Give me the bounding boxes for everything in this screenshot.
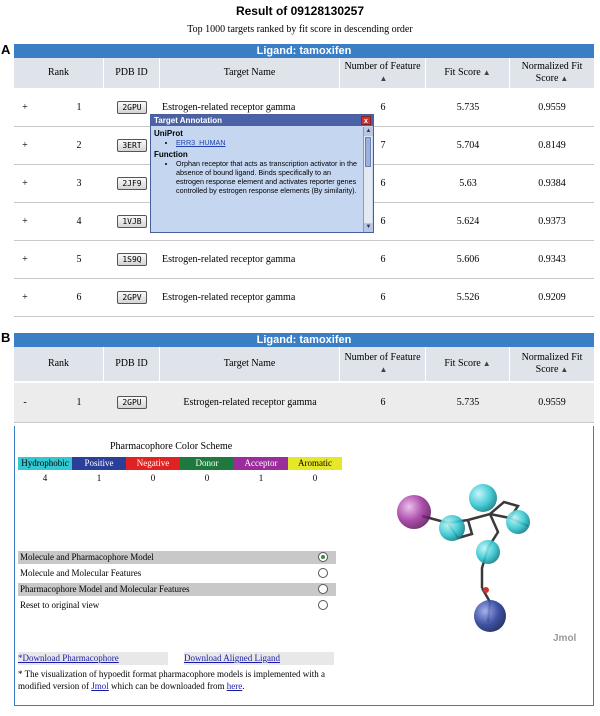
scheme-count-acceptor: 1 bbox=[258, 473, 264, 483]
scheme-count-negative: 0 bbox=[150, 473, 156, 483]
close-icon[interactable]: x bbox=[361, 116, 371, 125]
col-features-sort[interactable] bbox=[340, 347, 426, 381]
scheme-swatch-aromatic: Aromatic bbox=[288, 457, 342, 470]
scheme-swatch-hydrophobic: Hydrophobic bbox=[18, 457, 72, 470]
row-fit: 5.704 bbox=[456, 140, 480, 151]
popup-titlebar bbox=[151, 115, 373, 126]
col-norm-label: Normalized Fit Score bbox=[521, 61, 583, 84]
row-norm: 0.9559 bbox=[538, 397, 566, 408]
row-norm: 0.9209 bbox=[538, 292, 566, 303]
row-rank: 6 bbox=[76, 292, 82, 303]
sort-arrow-icon: ▲ bbox=[482, 68, 491, 77]
row-norm: 0.8149 bbox=[538, 140, 566, 151]
row-features: 6 bbox=[380, 102, 386, 113]
sort-arrow-icon: ▲ bbox=[560, 365, 569, 374]
row-rank: 3 bbox=[76, 178, 82, 189]
pdb-id-button[interactable]: 2JF9 bbox=[117, 177, 146, 190]
view-option-label: Molecule and Molecular Features bbox=[20, 568, 142, 578]
row-rank: 1 bbox=[76, 397, 82, 408]
row-target: Estrogen-related receptor gamma bbox=[183, 397, 317, 408]
row-fit: 5.735 bbox=[456, 397, 480, 408]
hydrophobic-sphere bbox=[506, 510, 530, 534]
view-option-radio[interactable] bbox=[318, 584, 328, 594]
col-target: Target Name bbox=[160, 58, 340, 88]
divider bbox=[14, 316, 594, 317]
popup-scrollbar[interactable] bbox=[363, 127, 372, 232]
col-target: Target Name bbox=[160, 347, 340, 381]
sort-arrow-icon: ▲ bbox=[482, 359, 491, 368]
view-option[interactable] bbox=[18, 599, 336, 612]
table-row bbox=[14, 383, 594, 423]
col-features-label: Number of Feature bbox=[344, 352, 421, 363]
pdb-id-button[interactable]: 2GPU bbox=[117, 101, 146, 114]
function-text: • Orphan receptor that acts as transcription activator in the absence of bound ligand. Binds specifically to an estrogen response element and activates reporter genes controlled by estrogen response elements (By similarity). bbox=[176, 159, 360, 195]
expand-toggle[interactable]: + bbox=[22, 292, 28, 303]
view-option-radio[interactable] bbox=[318, 568, 328, 578]
sort-arrow-icon: ▲ bbox=[560, 74, 569, 83]
jmol-link[interactable]: Jmol bbox=[91, 681, 109, 691]
row-rank: 4 bbox=[76, 216, 82, 227]
row-features: 6 bbox=[380, 292, 386, 303]
expand-toggle[interactable]: + bbox=[22, 178, 28, 189]
sort-arrow-icon: ▲ bbox=[379, 365, 388, 374]
row-fit: 5.606 bbox=[456, 254, 480, 265]
jmol-molecule-viewer[interactable] bbox=[340, 440, 590, 650]
panel-label-a: A bbox=[1, 42, 11, 57]
view-option-label: Pharmacophore Model and Molecular Features bbox=[20, 584, 190, 594]
scheme-swatch-acceptor: Acceptor bbox=[234, 457, 288, 470]
col-features-label: Number of Feature bbox=[344, 61, 421, 72]
row-fit: 5.526 bbox=[456, 292, 480, 303]
table-row bbox=[14, 279, 594, 317]
download-ligand-link[interactable]: Download Aligned Ligand bbox=[184, 652, 334, 665]
target-annotation-popup bbox=[150, 114, 374, 233]
row-features: 6 bbox=[380, 397, 386, 408]
pdb-id-button[interactable]: 1S9Q bbox=[117, 253, 146, 266]
col-pdb: PDB ID bbox=[104, 58, 160, 88]
view-option[interactable] bbox=[18, 583, 336, 596]
col-fit-sort[interactable] bbox=[426, 347, 510, 381]
row-features: 6 bbox=[380, 216, 386, 227]
row-fit: 5.624 bbox=[456, 216, 480, 227]
footnote bbox=[18, 668, 348, 692]
row-target: Estrogen-related receptor gamma bbox=[162, 102, 296, 113]
scheme-title: Pharmacophore Color Scheme bbox=[110, 441, 233, 452]
pdb-id-button[interactable]: 3ERT bbox=[117, 139, 146, 152]
popup-title: Target Annotation bbox=[154, 116, 222, 125]
col-rank: Rank bbox=[14, 58, 104, 88]
popup-body bbox=[151, 126, 363, 232]
row-fit: 5.63 bbox=[459, 178, 477, 189]
col-fit-sort[interactable] bbox=[426, 58, 510, 88]
expand-toggle[interactable]: + bbox=[22, 216, 28, 227]
table-header-b bbox=[14, 347, 594, 381]
row-rank: 2 bbox=[76, 140, 82, 151]
row-norm: 0.9343 bbox=[538, 254, 566, 265]
expand-toggle[interactable]: + bbox=[22, 254, 28, 265]
hydrophobic-sphere bbox=[439, 515, 465, 541]
hydrophobic-sphere bbox=[469, 484, 497, 512]
page-subtitle: Top 1000 targets ranked by fit score in descending order bbox=[187, 24, 413, 35]
row-features: 6 bbox=[380, 178, 386, 189]
sort-arrow-icon: ▲ bbox=[379, 74, 388, 83]
pdb-id-button[interactable]: 2GPU bbox=[117, 396, 146, 409]
download-pharmacophore-link[interactable]: *Download Pharmacophore bbox=[18, 652, 168, 665]
scheme-count-positive: 1 bbox=[96, 473, 102, 483]
pdb-cell bbox=[104, 241, 160, 278]
row-features: 7 bbox=[380, 140, 386, 151]
view-option[interactable] bbox=[18, 551, 336, 564]
scheme-count-donor: 0 bbox=[204, 473, 210, 483]
table-row bbox=[14, 241, 594, 279]
row-norm: 0.9559 bbox=[538, 102, 566, 113]
panel-label-b: B bbox=[1, 330, 11, 345]
scheme-count-hydrophobic: 4 bbox=[42, 473, 48, 483]
page-title: Result of 09128130257 bbox=[235, 4, 365, 18]
ligand-bar-a: Ligand: tamoxifen bbox=[14, 44, 594, 58]
row-fit: 5.735 bbox=[456, 102, 480, 113]
table-header-a bbox=[14, 58, 594, 88]
function-heading: Function bbox=[154, 150, 188, 159]
row-target: Estrogen-related receptor gamma bbox=[162, 292, 296, 303]
pdb-cell bbox=[104, 279, 160, 316]
scroll-up-icon[interactable]: ▲ bbox=[365, 128, 372, 134]
here-link[interactable]: here bbox=[226, 681, 243, 691]
col-features-sort[interactable] bbox=[340, 58, 426, 88]
row-norm: 0.9373 bbox=[538, 216, 566, 227]
scheme-swatch-positive: Positive bbox=[72, 457, 126, 470]
col-rank: Rank bbox=[14, 347, 104, 381]
col-fit-label: Fit Score bbox=[444, 358, 481, 369]
row-norm: 0.9384 bbox=[538, 178, 566, 189]
view-option-radio[interactable] bbox=[318, 552, 328, 562]
row-rank: 5 bbox=[76, 254, 82, 265]
col-norm-label: Normalized Fit Score bbox=[521, 352, 583, 375]
collapse-toggle[interactable]: - bbox=[23, 397, 27, 408]
pdb-id-button[interactable]: 2GPV bbox=[117, 291, 146, 304]
scheme-swatch-negative: Negative bbox=[126, 457, 180, 470]
view-option-label: Reset to original view bbox=[20, 600, 100, 610]
acceptor-sphere bbox=[397, 495, 431, 529]
view-option-radio[interactable] bbox=[318, 600, 328, 610]
col-fit-label: Fit Score bbox=[444, 67, 481, 78]
view-option[interactable] bbox=[18, 567, 336, 580]
footnote-text-3: . bbox=[242, 681, 245, 691]
col-norm-sort[interactable] bbox=[510, 58, 594, 88]
scheme-count-aromatic: 0 bbox=[312, 473, 318, 483]
row-target: Estrogen-related receptor gamma bbox=[162, 254, 296, 265]
scroll-down-icon[interactable]: ▼ bbox=[365, 224, 372, 230]
col-norm-sort[interactable] bbox=[510, 347, 594, 381]
scheme-swatch-donor: Donor bbox=[180, 457, 234, 470]
hydrophobic-sphere bbox=[476, 540, 500, 564]
view-option-label: Molecule and Pharmacophore Model bbox=[20, 552, 154, 562]
footnote-text: * The visualization of hypoedit format pharmacophore models is implemented with a modified version of bbox=[18, 669, 326, 691]
expand-toggle[interactable]: + bbox=[22, 140, 28, 151]
pdb-id-button[interactable]: 1VJB bbox=[117, 215, 146, 228]
row-rank: 1 bbox=[76, 102, 82, 113]
expand-toggle[interactable]: + bbox=[22, 102, 28, 113]
col-pdb: PDB ID bbox=[104, 347, 160, 381]
scroll-thumb[interactable] bbox=[365, 137, 371, 167]
positive-sphere bbox=[474, 600, 506, 632]
row-features: 6 bbox=[380, 254, 386, 265]
jmol-label: Jmol bbox=[553, 633, 577, 644]
uniprot-heading: UniProt bbox=[154, 129, 183, 138]
footnote-text-2: which can be downloaded from bbox=[108, 681, 227, 691]
ligand-bar-b: Ligand: tamoxifen bbox=[14, 333, 594, 347]
uniprot-link[interactable]: ERR3_HUMAN bbox=[176, 138, 226, 147]
